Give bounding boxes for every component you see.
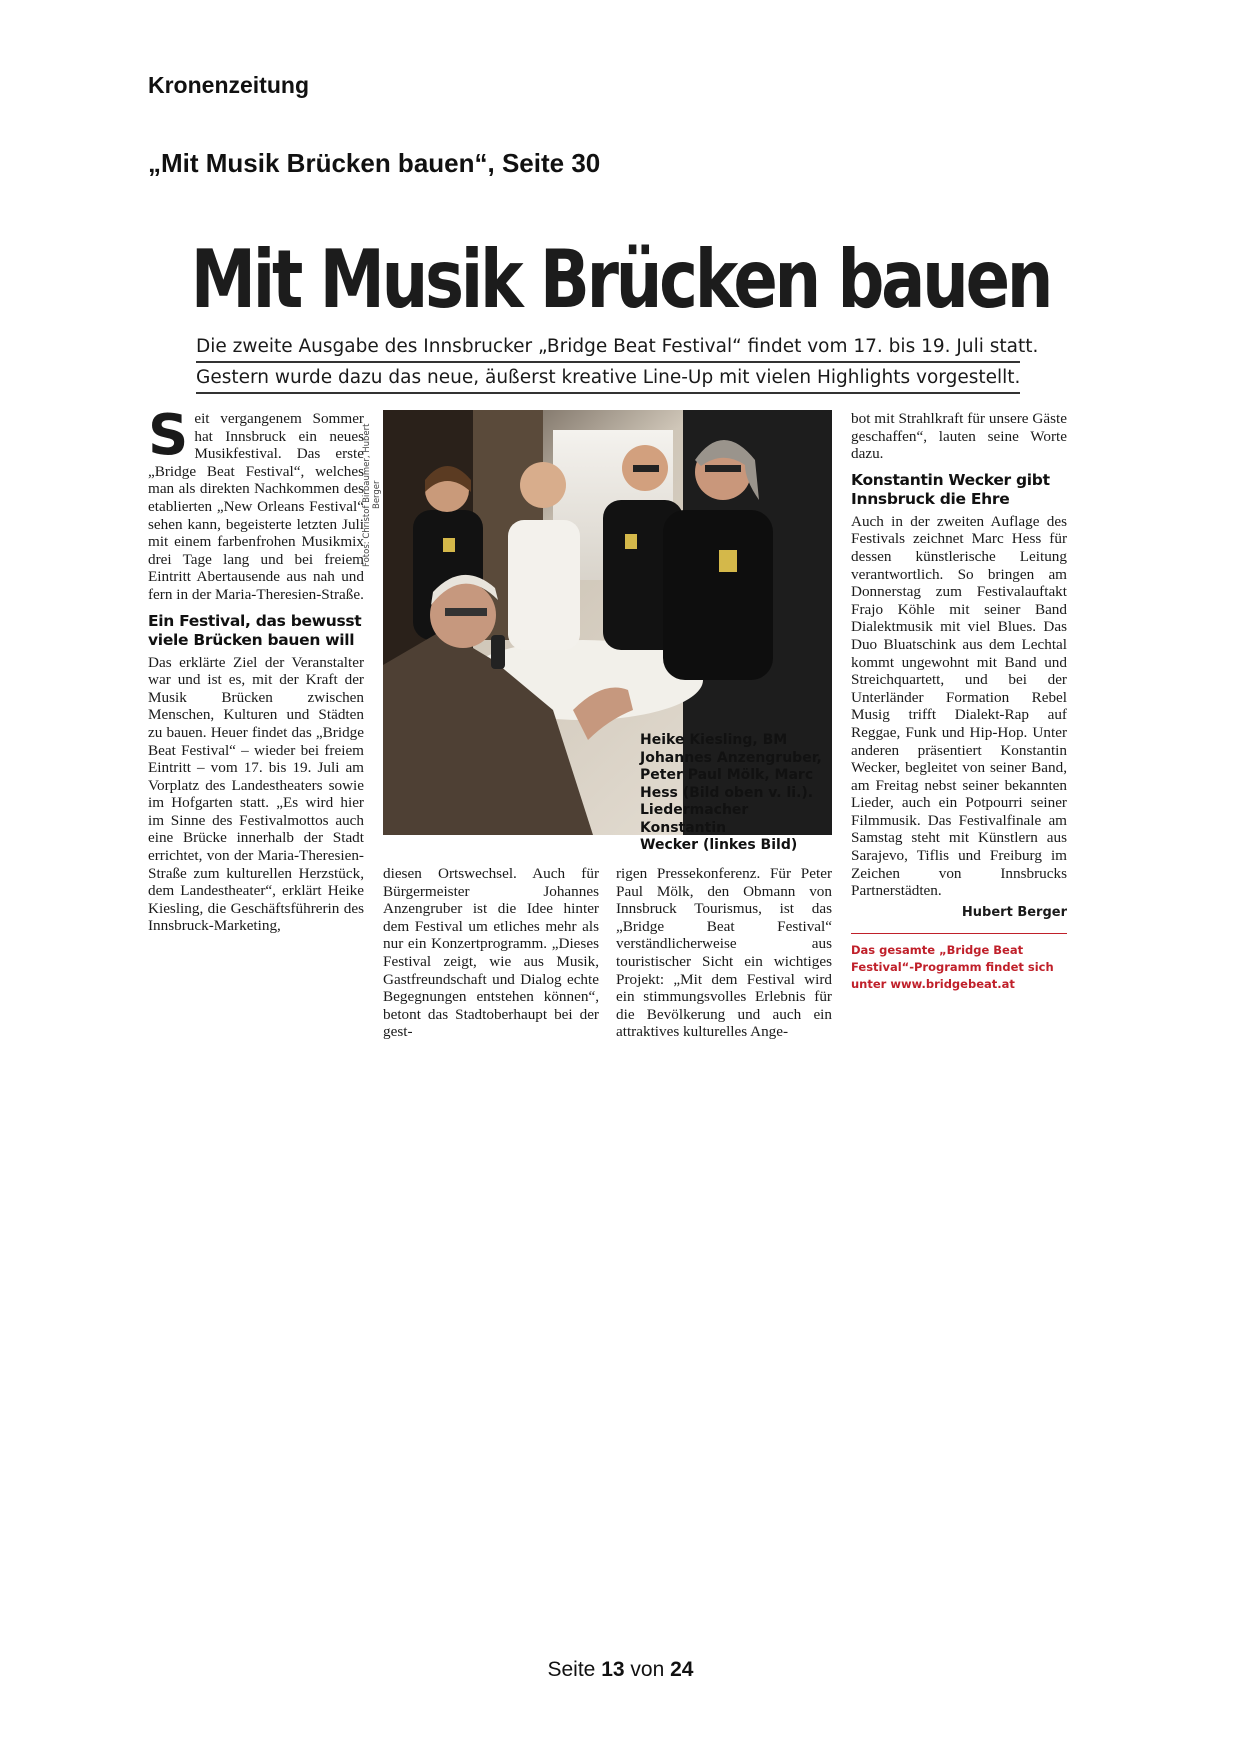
article-column-4 [851,410,1067,993]
photo-caption [640,732,832,855]
body-paragraph-1: Das erklärte Ziel der Veranstalter war und ist es, mit der Kraft der Musik Brücken zwischen Menschen, Kulturen und Städten zu bauen. Heuer findet das „Bridge Beat Festival“ – wieder bei freiem Eintritt – vom 17. bis 19. Juli am Vorplatz des Landestheaters sowie im Hofgarten statt. „Es wird hier im Sinne des Festivalmottos auch eine Brücke innerhalb der Stadt errichtet, von der Maria-Theresien-Straße zum kulturellen Herzstück, dem Landestheater“, erklärt Heike Kiesling, die Geschäftsführerin des Innsbruck-Marketing, [148,653,364,935]
deck-line-1: Die zweite Ausgabe des Innsbrucker „Bridge Beat Festival“ findet vom 17. bis 19. Juli statt. [196,336,1039,357]
caption-line: Heike Kiesling, BM [640,732,788,748]
body-paragraph-3: rigen Pressekonferenz. Für Peter Paul Mölk, den Obmann von Innsbruck Tourismus, ist das „Bridge Beat Festival“ verständlicherweise aus touristischer Sicht ein wichtiges Projekt: „Mit dem Festival wird ein stimmungsvolles Erlebnis für die Bevölkerung und auch ein attraktives kulturelles Ange- [616,865,832,1041]
dropcap: S [148,403,189,468]
article-headline: Mit Musik Brücken bauen [190,233,1051,326]
total-pages: 24 [670,1658,694,1681]
body-paragraph-5: Auch in der zweiten Auflage des Festivals zeichnet Marc Hess für dessen künstlerische Leitung verantwortlich. So bringen am Donnerstag zum Festivalauftakt Frajo Köhle mit seiner Band Dialektmusik mit viel Blues. Das Duo Bluatschink aus dem Lechtal kommt ungewohnt mit Band und Streichquartett, und bei der Unterländer Formation Rebel Musig trifft Dialekt-Rap auf Reggae, Funk und Hip-Hop. Unter anderen präsentiert Konstantin Wecker, begleitet von seiner Band, am Freitag nebst seiner bekannten Lieder, auch ein Potpourri seiner Filmmusik. Das Festivalfinale am Samstag steht mit Künstlern aus Sarajevo, Tiflis und Freiburg im Zeichen von Innsbrucks Partnerstädten. [851,512,1067,900]
page-footer [0,1658,1241,1682]
article-column-2 [383,865,599,1041]
deck-rule-top [196,361,1020,363]
photo-credit: Fotos: Christof Birbaumer, Hubert Berger [362,423,382,567]
intro-paragraph: eit vergangenem Sommer hat Innsbruck ein neues Musikfestival. Das erste „Bridge Beat Festival“, welches man als direkten Nachkommen des etablierten „New Orleans Festival“ sehen kann, begeisterte letzten Juli mit einem farbenfrohen Musikmix drei Tage lang und bei freiem Eintritt Abertausende aus nah und fern in der Maria-Theresien-Straße. [148,410,364,603]
source-label: Kronenzeitung [148,72,309,98]
current-page: 13 [601,1658,625,1681]
caption-line: Johannes Anzengruber, [640,749,822,766]
subheading-festival: Ein Festival, das bewusst viele Brücken bauen will [148,611,362,649]
body-paragraph-2: diesen Ortswechsel. Auch für Bürgermeister Johannes Anzengruber ist die Idee hinter dem Festival um etliches mehr als nur ein Konzertprogramm. „Dieses Festival zeigt, wie aus Musik, Gastfreundschaft und Dialog echte Begegnungen entstehen können“, betont das Stadtoberhaupt bei der gest- [383,865,599,1041]
article-reference: „Mit Musik Brücken bauen“, Seite 30 [148,148,601,178]
caption-line: Liedermacher Konstantin [640,802,749,836]
author-byline: Hubert Berger [961,904,1067,920]
info-divider [851,933,1067,934]
article-column-3 [616,865,832,1041]
subheading-wecker: Konstantin Wecker gibt Innsbruck die Ehre [851,470,1050,508]
caption-line: Wecker (linkes Bild) [640,837,798,853]
deck-line-2: Gestern wurde dazu das neue, äußerst kreative Line-Up mit vielen Highlights vorgestellt. [196,367,1021,388]
footer-prefix: Seite [547,1658,596,1681]
deck-rule-bottom [196,392,1020,394]
info-box: Das gesamte „Bridge Beat Festival“-Programm findet sich unter www.bridgebeat.at [851,943,1054,992]
body-paragraph-4: bot mit Strahlkraft für unsere Gäste geschaffen“, lauten seine Worte dazu. [851,410,1067,463]
caption-line: Peter Paul Mölk, Marc [640,767,814,783]
footer-middle: von [630,1658,665,1681]
article-column-1 [148,403,364,935]
caption-line: Hess (Bild oben v. li.). [640,784,814,801]
